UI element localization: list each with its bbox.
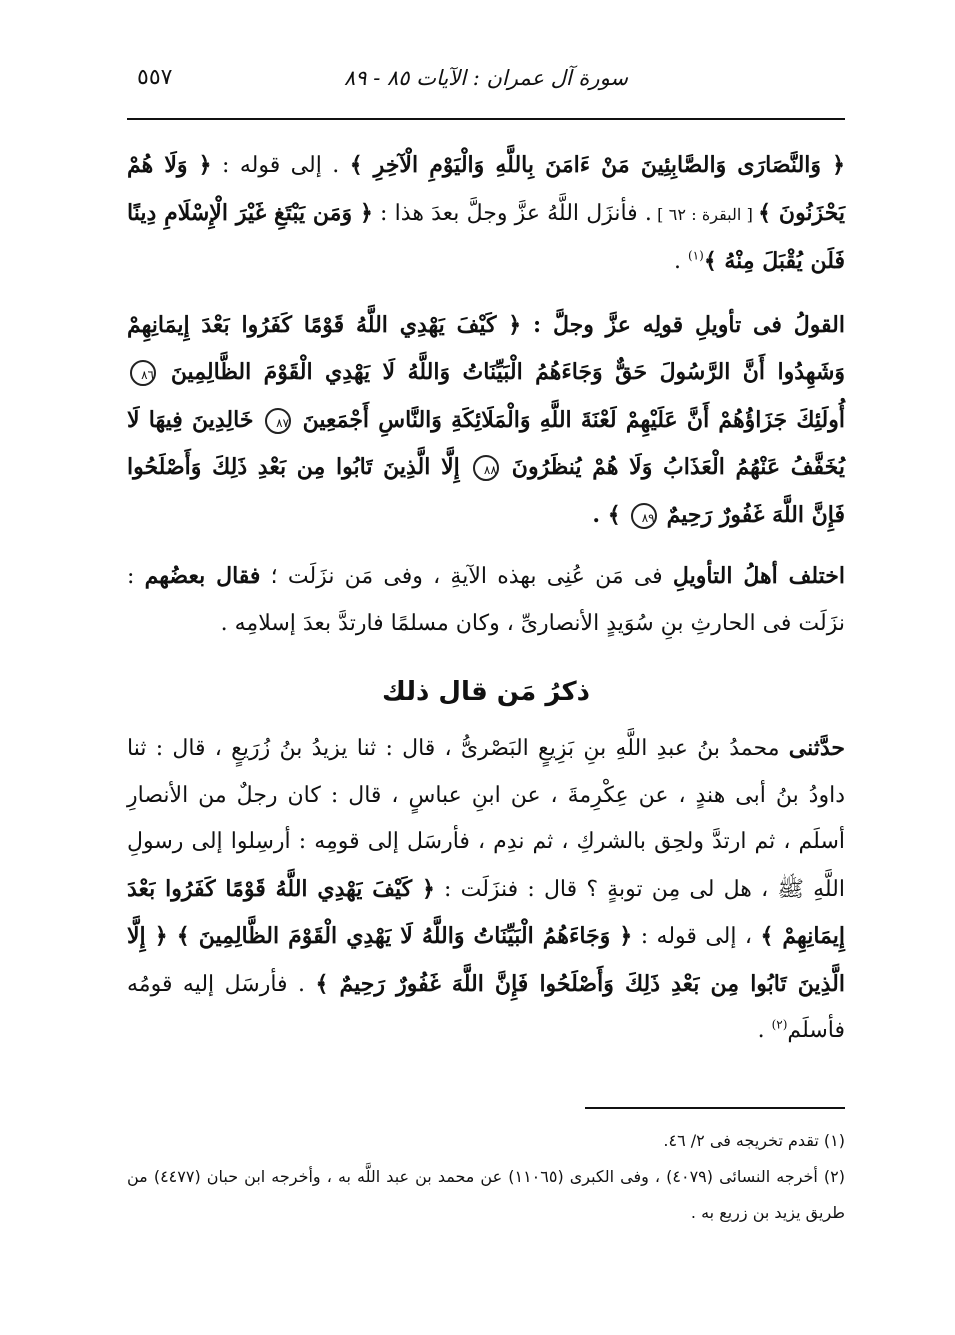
quran-quote: خَالِدِينَ فِيهَا لَا يُخَفَّفُ عَنْهُمُ الْعَذَابُ وَلَا هُمْ يُنظَرُونَ xyxy=(127,406,845,480)
page-number: ٥٥٧ xyxy=(137,65,173,90)
body-text: . فأرسَل إليه قومُه فأسلَم xyxy=(127,971,845,1043)
ayah-number-marker: ٨٩ xyxy=(631,503,657,529)
quran-quote: ﴿ وَالنَّصَارَى وَالصَّابِئِينَ مَنْ ءَامَنَ بِاللَّهِ وَالْيَوْمِ الْآخِرِ ﴾ xyxy=(349,152,846,178)
body-text: . xyxy=(757,1018,772,1043)
header-title: سورة آل عمران : الآيات ٨٥ - ٨٩ xyxy=(343,66,629,90)
ayah-number-marker: ٨٨ xyxy=(473,455,499,481)
ayah-number-marker: ٨٦ xyxy=(130,360,156,386)
citation: [ البقرة : ٦٢ ] xyxy=(651,204,759,224)
spacer xyxy=(127,539,845,553)
paragraph-4 xyxy=(127,725,845,1055)
heading-lead: حدَّثنى xyxy=(788,735,845,761)
header-rule xyxy=(127,118,845,120)
footnote: (١) تقدم تخريجه فى ٢/ ٤٦. xyxy=(663,1130,845,1150)
quran-quote: ﴿ وَجَاءَهُمُ الْبَيِّنَاتُ وَاللَّهُ لَا يَهْدِي الْقَوْمَ الظَّالِمِينَ ﴾ xyxy=(176,923,633,949)
body-text: محمدُ بنُ عبدِ اللَّهِ بنِ بَزِيعٍ البَصْرىُّ ، قال : ثنا يزيدُ بنُ زُرَيعٍ ، قال : ثنا داودُ بنُ أبى هندٍ ، عن عِكْرِمةَ ، عن ابنِ عباسٍ ، قال : كان رجلٌ من الأنصارِ أسلَم ، ثم ارتدَّ ولحِق بالشركِ ، ثم ندِم ، فأرسَل إلى قومِه : أرسِلوا إلى رسولِ اللَّهِ ﷺ ، هل لى مِن توبةٍ ؟ قال : فنزَلَت : xyxy=(127,736,845,902)
quran-quote: ﴿ كَيْفَ يَهْدِي اللَّهُ قَوْمًا كَفَرُوا بَعْدَ إِيمَانِهِمْ وَشَهِدُوا أَنَّ الرَّسُولَ حَقٌّ وَجَاءَهُمُ الْبَيِّنَاتُ وَاللَّهُ لَا يَهْدِي الْقَوْمَ الظَّالِمِينَ xyxy=(127,311,845,385)
quran-close: ﴾ . xyxy=(592,501,621,528)
paragraph-1 xyxy=(127,142,845,286)
ayah-number-marker: ٨٧ xyxy=(265,408,291,434)
quran-quote: ﴿ وَلَا هُمْ يَحْزَنُونَ ﴾ xyxy=(127,152,846,226)
heading-lead: اختلف أهلُ التأويلِ xyxy=(672,563,846,589)
footnote-ref: (٢) xyxy=(771,1017,788,1032)
spacer xyxy=(127,286,845,302)
body-text: . إلى قوله : xyxy=(211,153,350,178)
quran-quote: ﴿ وَمَن يَبْتَغِ غَيْرَ الْإِسْلَامِ دِينًا فَلَن يُقْبَلَ مِنْهُ ﴾ xyxy=(127,199,845,274)
running-header xyxy=(127,58,845,98)
quran-quote: إِلَّا الَّذِينَ تَابُوا مِن بَعْدِ ذَلِكَ وَأَصْلَحُوا فَإِنَّ اللَّهَ غَفُورٌ رَحِيمٌ xyxy=(127,454,845,528)
book-page xyxy=(127,58,845,1231)
paragraph-2 xyxy=(127,302,845,540)
footnote-rule xyxy=(585,1107,845,1109)
footnote-ref: (١) xyxy=(687,248,704,263)
quran-quote: أُولَئِكَ جَزَاؤُهُمْ أَنَّ عَلَيْهِمْ لَعْنَةَ اللَّهِ وَالْمَلَائِكَةِ وَالنَّاسِ أَجْمَعِينَ xyxy=(302,406,845,433)
paragraph-3 xyxy=(127,553,845,647)
body-text: فى مَن عُنِى بهذه الآيةِ ، وفى مَن نزَلَت ؛ xyxy=(260,564,673,589)
footnotes xyxy=(127,1123,845,1231)
section-heading: ذكرُ مَن قال ذلك xyxy=(382,677,590,707)
quran-quote: ﴿ كَيْفَ يَهْدِي اللَّهُ قَوْمًا كَفَرُوا بَعْدَ إِيمَانِهِمْ ﴾ xyxy=(127,875,845,949)
bold-phrase: فقال بعضُهم xyxy=(144,563,261,589)
heading-lead: القولُ فى تأويلِ قولِه عزَّ وجلَّ : xyxy=(521,311,845,338)
body-text: : نزَلَت فى الحارثِ بنِ سُوَيدٍ الأنصارىِّ ، وكان مسلمًا فارتدَّ بعدَ إسلامِه . xyxy=(127,564,845,636)
body-text: . xyxy=(673,249,688,274)
body-text: . فأنزَل اللَّهُ عزَّ وجلَّ بعدَ هذا : xyxy=(372,200,652,226)
footnote: (٢) أخرجه النسائى (٤٠٧٩) ، وفى الكبرى (١١٠٦٥) عن محمد بن عبد اللَّه به ، وأخرجه ابن حبان (٤٤٧٧) من طريق يزيد بن زريع به . xyxy=(127,1166,846,1222)
body-text: ، إلى قوله : xyxy=(632,924,761,949)
quran-quote: ﴿ إِلَّا الَّذِينَ تَابُوا مِن بَعْدِ ذَلِكَ وَأَصْلَحُوا فَإِنَّ اللَّهَ غَفُورٌ رَحِيمٌ ﴾ xyxy=(127,923,845,997)
